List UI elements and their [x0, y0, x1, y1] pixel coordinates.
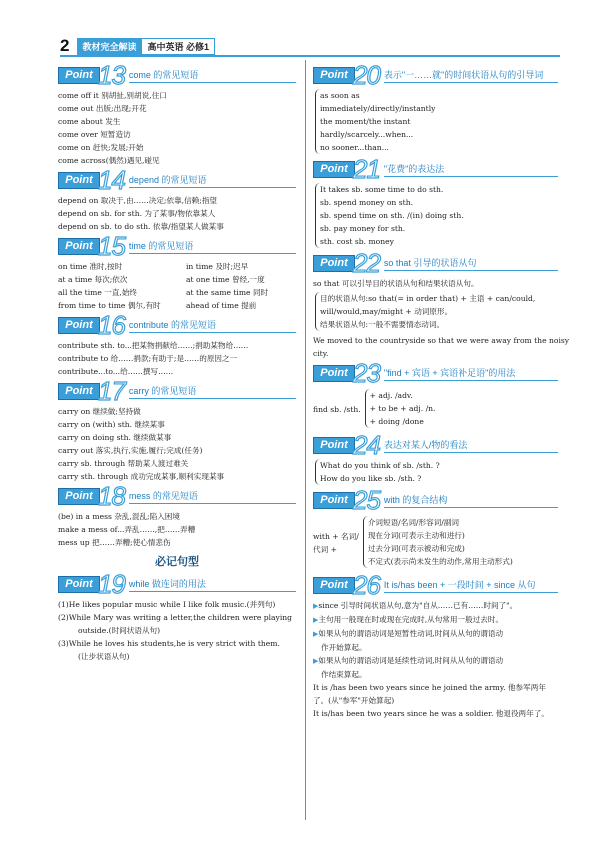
phrase-line: come out 出版;出现;开花 — [58, 104, 147, 113]
example-line: (1)He likes popular music while I like folk music.(并列句) — [58, 600, 276, 609]
intro-line: so that 可以引导目的状语从句和结果状语从句。 — [313, 279, 479, 288]
point-badge: Point — [58, 576, 100, 593]
phrase-line: depend on sb. for sth. 为了某事/物依靠某人 — [58, 209, 216, 218]
point-badge: Point — [313, 492, 355, 509]
triangle-bullet-icon: ▶ — [313, 657, 319, 665]
phrase-line: carry out 落实,执行,实施,履行;完成(任务) — [58, 446, 203, 455]
point-title: 表达对某人/物的看法 — [384, 438, 558, 453]
point-number: 17 — [98, 376, 125, 406]
phrase-line: contribute to 给……捐款;有助于;是……的原因之一 — [58, 354, 238, 363]
phrase-line: mess up 把……弄糟;使心情悲伤 — [58, 538, 171, 547]
bullet-line — [313, 627, 558, 641]
example-line: We moved to the countryside so that we were away from the noisy — [313, 336, 570, 345]
point-title: time 的常见短语 — [129, 239, 296, 254]
example-line: outside.(时间状语从句) — [78, 626, 161, 635]
point-title: carry 的常见短语 — [129, 384, 296, 399]
example-line: (让步状语从句) — [78, 652, 130, 661]
option-line: 现在分词(可表示主动和进行) — [367, 531, 465, 540]
point-number: 19 — [98, 569, 125, 599]
phrase-cell: on time 准时,按时 — [58, 262, 123, 271]
with-subject — [313, 530, 359, 556]
point-badge: Point — [313, 365, 355, 382]
point-badge: Point — [58, 317, 100, 334]
phrase-line: depend on 取决于,由……决定;依靠,信赖;指望 — [58, 196, 218, 205]
point-title: with 的复合结构 — [384, 493, 558, 508]
phrase-line: contribute sth. to...把某物捐献给……;捐助某物给…… — [58, 341, 249, 350]
course-title: 高中英语 必修1 — [141, 38, 215, 55]
point-badge: Point — [58, 238, 100, 255]
phrase-line: sth. cost sb. money — [320, 237, 394, 246]
brace-group — [315, 89, 558, 154]
find-subject: find sb. /sth. — [313, 404, 361, 414]
brace-group — [363, 516, 513, 568]
point-heading — [58, 165, 296, 195]
brace-group — [315, 183, 558, 248]
point-title: "find + 宾语 + 宾语补足语"的用法 — [384, 366, 558, 381]
point-heading — [58, 569, 296, 599]
phrase-line: as soon as — [320, 91, 360, 100]
point-heading — [58, 310, 296, 340]
option-line: 过去分词(可表示被动和完成) — [367, 544, 465, 553]
point-heading — [58, 481, 296, 511]
point-heading — [58, 60, 296, 90]
point-badge: Point — [58, 67, 100, 84]
point-number: 24 — [353, 430, 380, 460]
phrase-line: come across(偶然)遇见,碰见 — [58, 156, 160, 165]
point-heading — [313, 485, 558, 515]
point-badge: Point — [313, 255, 355, 272]
example-line: 了。(从"参军"开始算起) — [313, 696, 395, 705]
bullet-continuation: 作开始算起。 — [321, 643, 367, 652]
bullet-text: 如果从句的谓语动词是延续性动词,时间从从句的谓语动 — [318, 656, 504, 665]
phrase-line: What do you think of sb. /sth. ? — [320, 461, 440, 470]
phrase-line: immediately/directly/instantly — [320, 104, 436, 113]
phrase-line: carry sth. through 成功完成某事,顺利实现某事 — [58, 472, 225, 481]
point-number: 14 — [98, 165, 125, 195]
phrase-line: carry on 继续做;坚持做 — [58, 407, 141, 416]
bullet-text: since 引导时间状语从句,意为"自从……已有……时间了"。 — [318, 601, 518, 610]
point-number: 20 — [353, 60, 380, 90]
phrase-line: no sooner...than... — [320, 143, 389, 152]
phrase-cell: in time 及时;迟早 — [186, 262, 249, 271]
triangle-bullet-icon: ▶ — [313, 630, 319, 638]
phrase-cell: at the same time 同时 — [186, 288, 269, 297]
phrase-cell: all the time 一直,始终 — [58, 288, 138, 297]
point-badge: Point — [58, 488, 100, 505]
phrase-line: depend on sb. to do sth. 依靠/指望某人做某事 — [58, 222, 224, 231]
phrase-row — [58, 286, 296, 299]
bullet-continuation: 作结束算起。 — [321, 670, 367, 679]
bullet-line — [313, 654, 558, 668]
option-line: 介词短语/名词/形容词/副词 — [367, 518, 460, 527]
rule-line: 目的状语从句:so that(= in order that) + 主语 + can/could, — [320, 294, 536, 303]
point-badge: Point — [313, 437, 355, 454]
triangle-bullet-icon: ▶ — [313, 616, 319, 624]
phrase-line: come on 赶快;发展;开始 — [58, 143, 144, 152]
book-title: 教材完全解读 — [77, 38, 141, 55]
point-heading — [313, 570, 558, 600]
point-badge: Point — [58, 172, 100, 189]
with-structure — [313, 514, 558, 571]
header-rule — [60, 55, 560, 57]
phrase-line: carry sb. through 帮助某人渡过难关 — [58, 459, 189, 468]
point-number: 18 — [98, 481, 125, 511]
section-title: 必记句型 — [155, 556, 199, 568]
bullet-line — [313, 599, 558, 613]
phrase-line: carry on (with) sth. 继续某事 — [58, 420, 165, 429]
example-line: It is /has been two years since he joined the army. 他参军两年 — [313, 683, 546, 692]
point-heading — [313, 60, 558, 90]
phrase-line: carry on doing sth. 继续做某事 — [58, 433, 172, 442]
point-number: 23 — [353, 358, 380, 388]
page-number: 2 — [60, 36, 70, 55]
point-number: 13 — [98, 60, 125, 90]
phrase-line: the moment/the instant — [320, 117, 411, 126]
point-title: It is/has been + 一段时间 + since 从句 — [384, 578, 558, 593]
phrase-cell: at one time 曾经,一度 — [186, 275, 265, 284]
point-heading — [58, 231, 296, 261]
bullet-line — [313, 613, 558, 627]
point-number: 16 — [98, 310, 125, 340]
example-line: It is/has been two years since he was a soldier. 他退役两年了。 — [313, 709, 549, 718]
phrase-line: come about 发生 — [58, 117, 121, 126]
rule-line: will/would,may/might + 动词原形。 — [320, 307, 453, 316]
point-title: "花费"的表达法 — [384, 162, 558, 177]
phrase-line: sb. spend time on sth. /(in) doing sth. — [320, 211, 464, 220]
point-badge: Point — [313, 67, 355, 84]
point-title: 表示"一……就"的时间状语从句的引导词 — [384, 68, 558, 83]
option-line: + adj. /adv. — [369, 391, 413, 400]
point-heading — [313, 358, 558, 388]
phrase-line: sb. spend money on sth. — [320, 198, 413, 207]
brace-group — [315, 459, 558, 485]
option-line: + to be + adj. /n. — [369, 404, 436, 413]
option-line: + doing /done — [369, 417, 424, 426]
phrase-line: It takes sb. some time to do sth. — [320, 185, 444, 194]
point-title: while 做连词的用法 — [129, 577, 296, 592]
bullet-text: 如果从句的谓语动词是短暂性动词,时间从从句的谓语动 — [318, 629, 504, 638]
point-number: 25 — [353, 485, 380, 515]
point-title: so that 引导的状语从句 — [384, 256, 558, 271]
point-title: contribute 的常见短语 — [129, 318, 296, 333]
phrase-line: come over 短暂造访 — [58, 130, 131, 139]
phrase-row — [58, 273, 296, 286]
phrase-line: hardly/scarcely...when... — [320, 130, 414, 139]
left-column — [58, 62, 296, 663]
phrase-row — [58, 260, 296, 273]
example-line: (2)While Mary was writing a letter,the children were playing — [58, 613, 293, 622]
page-header — [60, 37, 215, 55]
phrase-line: How do you like sb. /sth. ? — [320, 474, 422, 483]
rule-line: 结果状语从句:一般不需要情态动词。 — [320, 320, 445, 329]
phrase-cell: ahead of time 提前 — [186, 301, 257, 310]
point-title: depend 的常见短语 — [129, 173, 296, 188]
point-heading — [313, 154, 558, 184]
find-structure — [313, 387, 558, 431]
example-line: city. — [313, 349, 329, 358]
point-heading — [313, 248, 558, 278]
point-heading — [313, 430, 558, 460]
point-number: 15 — [98, 231, 125, 261]
point-badge: Point — [313, 161, 355, 178]
point-heading — [58, 376, 296, 406]
brace-group — [365, 389, 436, 428]
triangle-bullet-icon: ▶ — [313, 602, 319, 610]
column-divider — [305, 60, 306, 820]
right-column — [313, 60, 570, 720]
point-number: 21 — [353, 154, 380, 184]
point-number: 22 — [353, 248, 380, 278]
phrase-line: contribute...to...给……撰写…… — [58, 367, 174, 376]
option-line: 不定式(表示尚未发生的动作,常用主动形式) — [367, 557, 513, 566]
with-subject-line: with + 名词/ — [313, 531, 359, 541]
brace-group — [315, 292, 558, 331]
point-badge: Point — [313, 577, 355, 594]
phrase-cell: from time to time 偶尔,有时 — [58, 301, 161, 310]
bullet-text: 主句用一般现在时或现在完成时,从句常用一般过去时。 — [318, 615, 504, 624]
phrase-line: come off it 别胡扯,别胡说,住口 — [58, 91, 167, 100]
point-badge: Point — [58, 383, 100, 400]
phrase-cell: at a time 每次;依次 — [58, 275, 128, 284]
point-title: mess 的常见短语 — [129, 489, 296, 504]
point-number: 26 — [353, 570, 380, 600]
phrase-line: (be) in a mess 杂乱,混乱;陷入困境 — [58, 512, 180, 521]
example-line: (3)While he loves his students,he is very strict with them. — [58, 639, 280, 648]
phrase-line: make a mess of...弄乱……,把……弄糟 — [58, 525, 196, 534]
point-title: come 的常见短语 — [129, 68, 296, 83]
phrase-line: sb. pay money for sth. — [320, 224, 406, 233]
phrase-row — [58, 299, 296, 312]
with-subject-line: 代词 + — [313, 544, 337, 554]
